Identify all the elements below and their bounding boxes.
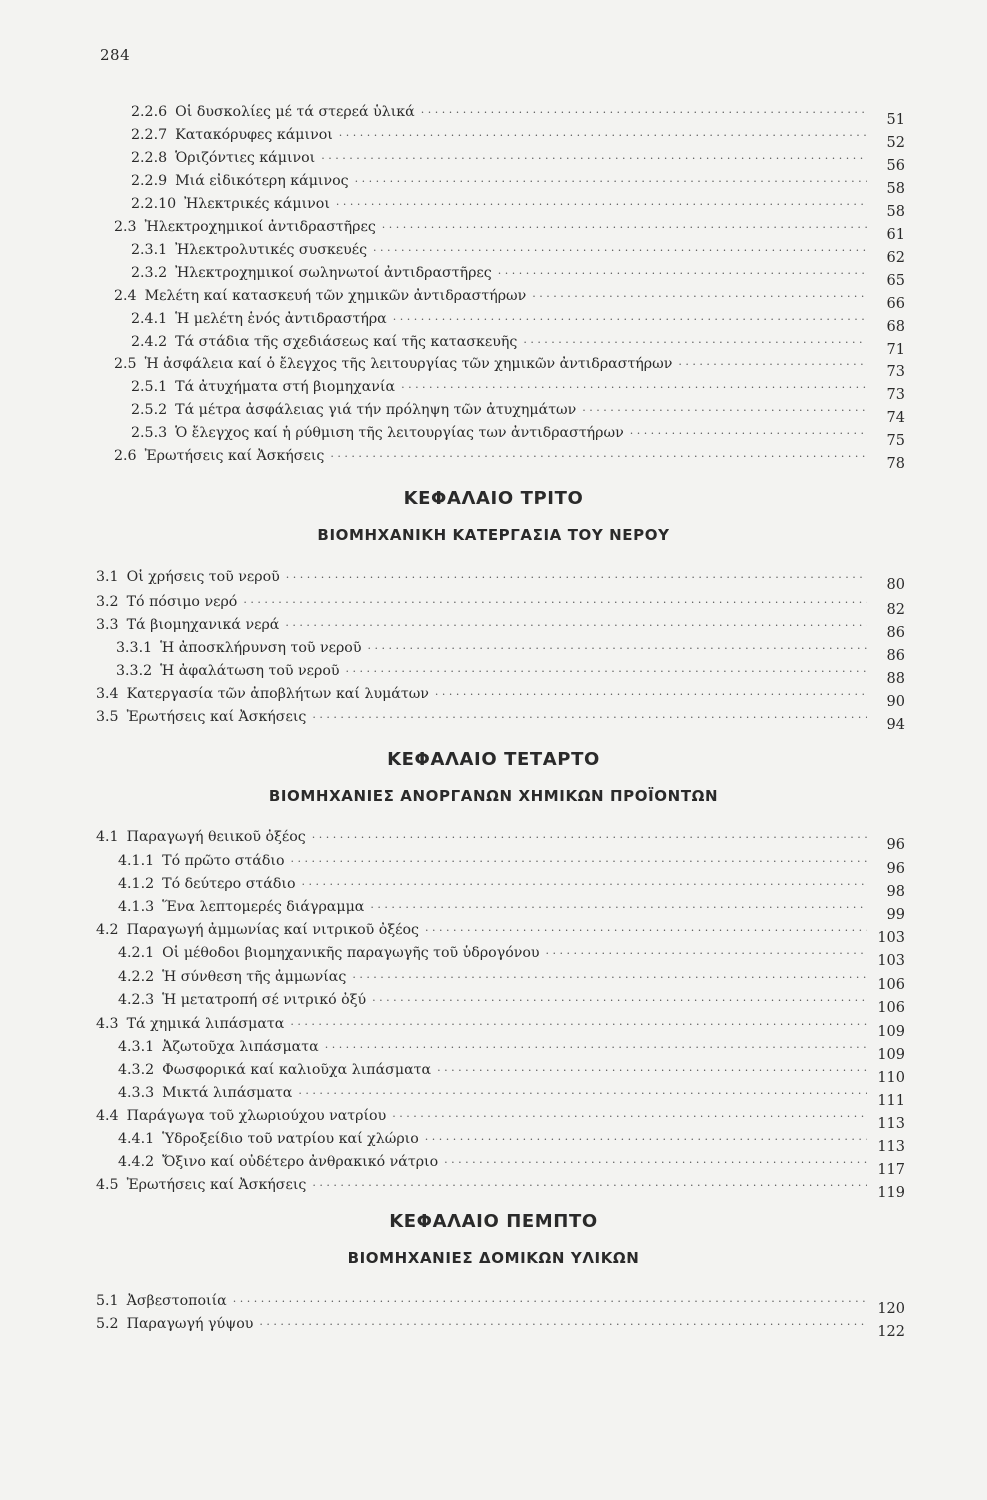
toc-entry [96,1013,905,1040]
toc-entry [114,353,905,380]
toc-entry-number: 4.3 [96,1016,119,1032]
toc-entry-number: 2.5.3 [131,425,168,441]
dot-leader [393,306,867,328]
toc-entry-title: Παραγωγή γύψου [126,1316,254,1332]
dot-leader [243,589,867,611]
toc-entry-page: 99 [886,907,905,923]
toc-entry-page: 96 [886,861,905,877]
toc-entry-title: Ἡ ἀποσκλήρυνση τοῦ νεροῦ [160,640,362,656]
toc-entry-page: 90 [886,694,905,710]
toc-entry [114,285,905,312]
toc-entry-number: 3.2 [96,594,119,610]
dot-leader [444,1149,867,1171]
dot-leader [532,283,867,305]
toc-entry-number: 3.3.2 [116,663,153,679]
toc-entry [96,614,905,641]
toc-entry-title: Ἡ ἀφαλάτωση τοῦ νεροῦ [160,663,340,679]
toc-entry-number: 4.3.2 [118,1062,155,1078]
toc-entry-title: Ἠλεκτρολυτικές συσκευές [175,242,368,258]
toc-entry-title: Μιά εἰδικότερη κάμινος [175,173,349,189]
dot-leader [290,1011,867,1033]
toc-entry-title: Τά βιομηχανικά νερά [126,617,280,633]
toc-entry-page: 94 [886,717,905,733]
toc-entry-number: 2.3 [114,219,137,235]
toc-entry-title: Κατακόρυφες κάμινοι [175,127,333,143]
dot-leader [286,564,867,586]
toc-entry-page: 88 [886,671,905,687]
toc-entry-title: Ὁριζόντιες κάμινοι [175,150,316,166]
toc-entry-number: 2.5.2 [131,402,168,418]
chapter-heading: ΚΕΦΑΛΑΙΟ ΤΡΙΤΟ [403,488,584,509]
toc-entry-number: 3.5 [96,709,119,725]
toc-entry-page: 111 [877,1093,905,1109]
toc-entry-page: 109 [877,1024,905,1040]
toc-entry [118,896,905,923]
chapter-subtitle: ΒΙΟΜΗΧΑΝΙΕΣ ΔΟΜΙΚΩΝ ΥΛΙΚΩΝ [347,1249,640,1267]
toc-entry-title: Ὑδροξείδιο τοῦ νατρίου καί χλώριο [162,1131,419,1147]
toc-entry-number: 4.1.2 [118,876,155,892]
toc-entry [131,331,905,358]
toc-entry-page: 68 [886,319,905,335]
toc-entry-page: 62 [886,250,905,266]
toc-entry-title: Ἐρωτήσεις καί Ἀσκήσεις [126,709,307,725]
toc-entry-title: Τό πόσιμο νερό [126,594,238,610]
toc-entry-page: 86 [886,625,905,641]
dot-leader [582,397,867,419]
toc-entry-page: 106 [877,1000,905,1016]
toc-entry-number: 3.3 [96,617,119,633]
toc-entry [118,989,905,1016]
toc-entry-number: 5.1 [96,1293,119,1309]
toc-entry [131,262,905,289]
toc-entry [96,683,905,710]
toc-entry [96,1174,905,1201]
toc-entry [131,422,905,449]
toc-entry [96,706,905,733]
toc-entry-page: 113 [877,1139,905,1155]
toc-entry [118,1059,905,1086]
toc-entry-page: 65 [886,273,905,289]
toc-entry-title: Τά στάδια τῆς σχεδιάσεως καί τῆς κατασκευῆς [175,334,518,350]
toc-entry-page: 82 [886,602,905,618]
toc-entry-page: 86 [886,648,905,664]
toc-entry-number: 4.4.1 [118,1131,155,1147]
dot-leader [339,122,867,144]
toc-entry-title: Παραγωγή θειικοῦ ὀξέος [126,829,306,845]
toc-entry [131,124,905,151]
toc-entry [116,637,905,664]
dot-leader [372,987,867,1009]
toc-entry-page: 74 [886,410,905,426]
toc-entry-title: Παράγωγα τοῦ χλωριούχου νατρίου [126,1108,387,1124]
toc-entry [96,1105,905,1132]
toc-entry [114,216,905,243]
toc-entry [131,193,905,220]
toc-entry-title: Ἠλεκτρικές κάμινοι [184,196,330,212]
toc-entry [118,1036,905,1063]
toc-entry-title: Ἡ μελέτη ἑνός ἀντιδραστήρα [175,311,387,327]
toc-entry-page: 122 [877,1324,905,1340]
toc-entry-title: Ἀσβεστοποιία [126,1293,227,1309]
toc-entry-page: 96 [886,837,905,853]
toc-entry [96,826,905,853]
toc-entry-page: 120 [877,1301,905,1317]
toc-entry-title: Ἀζωτοῦχα λιπάσματα [162,1039,319,1055]
toc-entry-page: 109 [877,1047,905,1063]
toc-entry [118,1082,905,1109]
dot-leader [355,168,867,190]
toc-entry-page: 110 [877,1070,905,1086]
dot-leader [373,237,867,259]
dot-leader [678,351,867,373]
toc-entry-page: 117 [877,1162,905,1178]
toc-entry-number: 4.4.2 [118,1154,155,1170]
dot-leader [392,1103,867,1125]
toc-entry-number: 3.1 [96,569,119,585]
dot-leader [325,1034,867,1056]
toc-entry [96,566,905,593]
toc-entry-title: Φωσφορικά καί καλιοῦχα λιπάσματα [162,1062,432,1078]
dot-leader [523,329,867,351]
dot-leader [312,704,867,726]
toc-entry-page: 103 [877,953,905,969]
dot-leader [330,443,867,465]
toc-entry-number: 2.2.9 [131,173,168,189]
chapter-subtitle: ΒΙΟΜΗΧΑΝΙΕΣ ΑΝΟΡΓΑΝΩΝ ΧΗΜΙΚΩΝ ΠΡΟΪΟΝΤΩΝ [268,787,719,805]
dot-leader [435,681,867,703]
dot-leader [498,260,867,282]
toc-entry-title: Τά χημικά λιπάσματα [126,1016,285,1032]
toc-entry-number: 3.4 [96,686,119,702]
toc-entry-title: Ἡ μετατροπή σέ νιτρικό ὀξύ [162,992,367,1008]
dot-leader [630,420,867,442]
dot-leader [312,1172,867,1194]
toc-entry-page: 113 [877,1116,905,1132]
toc-entry-number: 3.3.1 [116,640,153,656]
toc-entry-title: Τά μέτρα ἀσφάλειας γιά τήν πρόληψη τῶν ἀτυχημάτων [175,402,577,418]
dot-leader [259,1311,867,1333]
toc-entry-title: Τό πρῶτο στάδιο [162,853,285,869]
dot-leader [401,374,867,396]
toc-entry [96,919,905,946]
toc-entry-number: 2.4.1 [131,311,168,327]
dot-leader [302,871,868,893]
toc-entry-number: 2.2.8 [131,150,168,166]
toc-entry-page: 103 [877,930,905,946]
toc-entry [116,660,905,687]
dot-leader [312,824,867,846]
toc-entry-page: 51 [886,112,905,128]
toc-entry-number: 5.2 [96,1316,119,1332]
dot-leader [298,1080,867,1102]
toc-entry-number: 4.1 [96,829,119,845]
toc-entry-title: Ἡ ἀσφάλεια καί ὁ ἔλεγχος τῆς λειτουργίας τῶν χημικῶν ἀντιδραστήρων [144,356,673,372]
dot-leader [437,1057,867,1079]
toc-entry-number: 2.5.1 [131,379,168,395]
toc-entry-title: Ἐρωτήσεις καί Ἀσκήσεις [144,448,325,464]
toc-entry-page: 106 [877,977,905,993]
toc-entry-number: 4.3.3 [118,1085,155,1101]
toc-entry-number: 2.2.6 [131,104,168,120]
toc-entry [131,376,905,403]
toc-entry-title: Παραγωγή ἀμμωνίας καί νιτρικοῦ ὀξέος [126,922,420,938]
toc-entry-number: 4.2.1 [118,945,155,961]
toc-entry [131,308,905,335]
dot-leader [421,99,867,121]
toc-entry-number: 2.4 [114,288,137,304]
chapter-subtitle: ΒΙΟΜΗΧΑΝΙΚΗ ΚΑΤΕΡΓΑΣΙΑ ΤΟΥ ΝΕΡΟΥ [317,526,670,544]
toc-entry-title: Ἠλεκτροχημικοί σωληνωτοί ἀντιδραστῆρες [175,265,492,281]
toc-entry-number: 4.2.3 [118,992,155,1008]
toc-entry [131,170,905,197]
page-number: 284 [100,46,131,64]
chapter-heading: ΚΕΦΑΛΑΙΟ ΠΕΜΠΤΟ [389,1211,598,1232]
toc-entry-page: 56 [886,158,905,174]
dot-leader [425,1126,867,1148]
toc-entry-number: 4.5 [96,1177,119,1193]
toc-entry-title: Ὄξινο καί οὐδέτερο ἀνθρακικό νάτριο [162,1154,439,1170]
toc-entry-page: 80 [886,577,905,593]
toc-entry-page: 61 [886,227,905,243]
toc-entry [114,445,905,472]
toc-entry-number: 2.2.10 [131,196,177,212]
toc-entry-title: Ὁ ἔλεγχος καί ἡ ρύθμιση τῆς λειτουργίας των ἀντιδραστήρων [175,425,624,441]
toc-entry-page: 58 [886,181,905,197]
toc-entry-page: 119 [877,1185,905,1201]
toc-entry [118,1151,905,1178]
toc-entry-page: 73 [886,364,905,380]
toc-entry-title: Οἱ χρήσεις τοῦ νεροῦ [126,569,280,585]
toc-entry-number: 2.4.2 [131,334,168,350]
toc-entry-number: 4.1.1 [118,853,155,869]
toc-entry-number: 4.4 [96,1108,119,1124]
dot-leader [291,848,867,870]
dot-leader [546,940,867,962]
toc-entry-title: Οἱ δυσκολίες μέ τά στερεά ὑλικά [175,104,415,120]
toc-entry-number: 4.3.1 [118,1039,155,1055]
toc-entry-title: Τά ἀτυχήματα στή βιομηχανία [175,379,396,395]
toc-entry-title: Ἕνα λεπτομερές διάγραμμα [162,899,365,915]
toc-entry [118,966,905,993]
toc-entry [118,942,905,969]
toc-entry-title: Μικτά λιπάσματα [162,1085,293,1101]
dot-leader [336,191,867,213]
toc-entry [96,1313,905,1340]
dot-leader [352,964,867,986]
toc-entry [118,1128,905,1155]
toc-entry-page: 52 [886,135,905,151]
toc-entry [118,873,905,900]
dot-leader [321,145,867,167]
toc-entry-page: 73 [886,387,905,403]
dot-leader [233,1288,867,1310]
toc-entry-number: 4.2 [96,922,119,938]
toc-entry-number: 2.2.7 [131,127,168,143]
toc-entry-page: 71 [886,342,905,358]
dot-leader [367,635,867,657]
toc-entry [131,101,905,128]
dot-leader [285,612,867,634]
toc-entry-title: Ἐρωτήσεις καί Ἀσκήσεις [126,1177,307,1193]
toc-entry-title: Οἱ μέθοδοι βιομηχανικῆς παραγωγῆς τοῦ ὑδρογόνου [162,945,540,961]
toc-entry [96,591,905,618]
toc-entry-page: 58 [886,204,905,220]
toc-entry-title: Τό δεύτερο στάδιο [162,876,296,892]
toc-entry [96,1290,905,1317]
dot-leader [345,658,867,680]
toc-entry-title: Ἡ σύνθεση τῆς ἀμμωνίας [162,969,347,985]
toc-entry-title: Μελέτη καί κατασκευή τῶν χημικῶν ἀντιδραστήρων [144,288,527,304]
dot-leader [370,894,867,916]
toc-entry-number: 2.6 [114,448,137,464]
toc-entry [131,399,905,426]
toc-entry [131,239,905,266]
toc-entry-number: 4.2.2 [118,969,155,985]
toc-entry-number: 2.3.1 [131,242,168,258]
dot-leader [382,214,867,236]
toc-entry [118,850,905,877]
toc-entry-number: 4.1.3 [118,899,155,915]
toc-entry-number: 2.5 [114,356,137,372]
dot-leader [425,917,867,939]
toc-entry-page: 75 [886,433,905,449]
toc-entry-title: Ἠλεκτροχημικοί ἀντιδραστῆρες [144,219,376,235]
toc-entry-page: 66 [886,296,905,312]
toc-entry-title: Κατεργασία τῶν ἀποβλήτων καί λυμάτων [126,686,429,702]
toc-entry-page: 98 [886,884,905,900]
toc-entry-number: 2.3.2 [131,265,168,281]
toc-entry [131,147,905,174]
chapter-heading: ΚΕΦΑΛΑΙΟ ΤΕΤΑΡΤΟ [387,749,600,770]
toc-entry-page: 78 [886,456,905,472]
